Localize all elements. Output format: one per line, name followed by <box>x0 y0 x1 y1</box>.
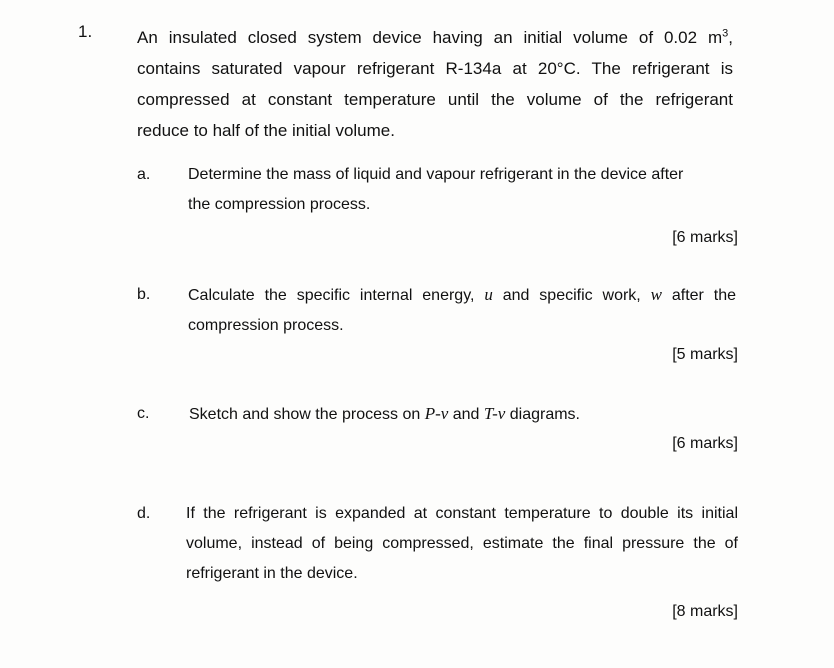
part-b-line-2: compression process. <box>188 317 344 334</box>
part-d-line-2: volume, instead of being compressed, estimate the final pressure the of <box>186 535 738 552</box>
part-c-label: c. <box>137 405 150 422</box>
part-b-label: b. <box>137 286 151 303</box>
part-a-line-1: Determine the mass of liquid and vapour refrigerant in the device after <box>188 166 684 183</box>
part-c-text <box>189 399 734 430</box>
part-d-marks: [8 marks] <box>672 603 738 620</box>
stem-line-1: An insulated closed system device having an initial volume of 0.02 $m^3$, <box>137 27 733 47</box>
stem-line-2: contains saturated vapour refrigerant R-134a at 20°C. The refrigerant is <box>137 59 733 78</box>
part-c-line-1: Sketch and show the process on P-v and T-v diagrams. <box>189 404 580 423</box>
part-b-text <box>188 280 736 341</box>
question-number: 1. <box>78 22 93 41</box>
symbol-pv: P-v <box>424 404 449 423</box>
part-a-label: a. <box>137 166 151 183</box>
question-stem <box>137 22 733 146</box>
stem-line-4: reduce to half of the initial volume. <box>137 121 395 140</box>
part-a-line-2: the compression process. <box>188 196 371 213</box>
part-a-text <box>188 160 733 220</box>
part-d-label: d. <box>137 505 151 522</box>
part-d-text <box>186 499 738 589</box>
part-b-line-1: Calculate the specific internal energy, u and specific work, w after the <box>188 285 736 304</box>
cubed-superscript: 3 <box>722 27 729 40</box>
stem-line-3: compressed at constant temperature until the volume of the refrigerant <box>137 90 733 109</box>
symbol-tv: T-v <box>483 404 506 423</box>
symbol-w: w <box>650 285 662 304</box>
part-d-line-3: refrigerant in the device. <box>186 565 358 582</box>
part-b-marks: [5 marks] <box>672 346 738 363</box>
part-a-marks: [6 marks] <box>672 229 738 246</box>
symbol-u: u <box>484 285 493 304</box>
part-c-marks: [6 marks] <box>672 435 738 452</box>
part-d-line-1: If the refrigerant is expanded at constant temperature to double its initial <box>186 505 738 522</box>
